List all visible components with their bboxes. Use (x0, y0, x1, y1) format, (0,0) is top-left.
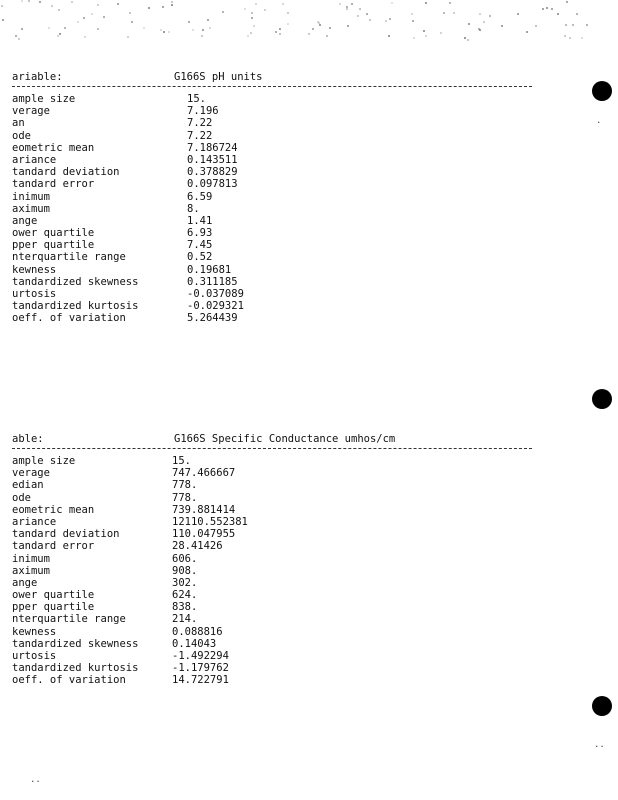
scan-speck (255, 3, 257, 5)
stat-value: 12110.552381 (172, 515, 248, 528)
scan-speck (222, 11, 224, 13)
stat-row (12, 504, 536, 516)
scan-speck (168, 31, 170, 33)
scan-speck (357, 15, 359, 17)
stat-row (12, 227, 536, 239)
stat-value: 7.22 (187, 129, 213, 142)
scan-speck (244, 8, 246, 10)
scan-speck (287, 23, 289, 25)
scan-speck (275, 31, 277, 33)
stat-label: ode (12, 491, 31, 504)
stat-row (12, 312, 536, 324)
scan-speck (91, 13, 93, 15)
scan-speck (483, 21, 485, 23)
stat-row (12, 553, 536, 565)
scan-speck (581, 37, 583, 39)
stat-row (12, 650, 536, 662)
stat-row (12, 492, 536, 504)
stat-row (12, 662, 536, 674)
scan-speck (57, 35, 59, 37)
stat-row (12, 251, 536, 263)
scan-speck (71, 1, 73, 3)
scan-speck (209, 27, 211, 29)
scan-speck (413, 37, 415, 39)
stat-value: 302. (172, 576, 198, 589)
scan-speck (28, 0, 30, 2)
stat-row (12, 638, 536, 650)
scan-speck (282, 3, 284, 5)
stat-label: nterquartile range (12, 613, 126, 626)
variable-label: ariable: (12, 71, 63, 83)
binder-hole-bottom (592, 696, 612, 716)
scan-speck (326, 35, 328, 37)
scan-speck (359, 8, 361, 10)
scan-speck (103, 16, 105, 18)
scan-speck (83, 17, 85, 19)
scan-speck (391, 2, 393, 4)
scan-speck (443, 12, 445, 14)
stats-block-ph (12, 70, 536, 325)
scan-speck (569, 37, 571, 39)
stat-value: 908. (172, 564, 198, 577)
scan-speck (202, 29, 204, 31)
stat-label: tandard error (12, 540, 95, 553)
scan-speck (163, 31, 165, 33)
scan-speck (453, 12, 455, 14)
stat-value: -0.029321 (187, 300, 244, 313)
stat-value: 15. (172, 455, 191, 467)
stat-value: 8. (187, 202, 200, 215)
stat-label: kewness (12, 625, 57, 638)
scan-speck (131, 21, 133, 23)
stat-value: 1.41 (187, 214, 213, 227)
scan-speck (564, 35, 566, 37)
scan-speck (412, 20, 414, 22)
stat-label: aximum (12, 564, 50, 577)
stat-label: nterquartile range (12, 251, 126, 264)
stat-value: 0.088816 (172, 625, 223, 638)
stat-row (12, 215, 536, 227)
scan-speck (51, 5, 53, 7)
scan-speck (347, 25, 349, 27)
scan-speck (39, 1, 41, 3)
stat-value: 739.881414 (172, 503, 236, 516)
scan-speck (369, 19, 371, 21)
stat-label: ower quartile (12, 589, 95, 602)
stat-row (12, 577, 536, 589)
scan-speck (171, 1, 173, 3)
stat-value: 624. (172, 589, 198, 602)
stat-label: pper quartile (12, 601, 95, 614)
stat-label: inimum (12, 190, 50, 203)
stat-row (12, 142, 536, 154)
stat-label: tandardized kurtosis (12, 300, 139, 313)
scan-speck (425, 2, 427, 4)
stat-value: 838. (172, 601, 198, 614)
scan-speck (21, 0, 23, 2)
stat-value: 0.19681 (187, 263, 232, 276)
scan-speck (440, 32, 442, 34)
stat-row (12, 467, 536, 479)
stat-value: 0.097813 (187, 178, 238, 191)
stat-row (12, 601, 536, 613)
stat-label: aximum (12, 202, 50, 215)
scan-speck (526, 31, 528, 33)
scan-speck (388, 35, 390, 37)
scan-speck (468, 23, 470, 25)
stat-value: 214. (172, 613, 198, 626)
stat-label: verage (12, 105, 50, 118)
scan-speck (425, 35, 427, 37)
scan-noise (0, 0, 618, 45)
scan-speck (576, 13, 578, 15)
dashed-divider (12, 448, 532, 449)
stat-label: tandard error (12, 178, 95, 191)
scan-speck (251, 12, 253, 14)
scan-speck (572, 24, 574, 26)
stat-row (12, 154, 536, 166)
stat-value: 778. (172, 479, 198, 492)
scan-speck (247, 35, 249, 37)
scan-speck (551, 8, 553, 10)
stat-value: 28.41426 (172, 540, 223, 553)
scan-speck (389, 18, 391, 20)
scan-speck (339, 3, 341, 5)
scan-artifact-mark: .. (30, 775, 41, 785)
variable-label: able: (12, 433, 44, 445)
scan-speck (411, 13, 413, 15)
scan-speck (264, 9, 266, 11)
scan-speck (366, 13, 368, 15)
scan-speck (517, 13, 519, 15)
scan-speck (251, 17, 253, 19)
stat-label: inimum (12, 552, 50, 565)
binder-hole-top (592, 81, 612, 101)
scan-speck (385, 20, 387, 22)
stat-label: tandard deviation (12, 528, 120, 541)
stat-row (12, 674, 536, 686)
variable-header (12, 70, 536, 84)
scan-speck (546, 7, 548, 9)
stat-value: 0.378829 (187, 166, 238, 179)
stat-label: ode (12, 129, 31, 142)
stat-label: edian (12, 479, 44, 492)
scan-speck (279, 33, 281, 35)
scan-speck (48, 27, 50, 29)
scan-speck (317, 21, 319, 23)
stat-row (12, 516, 536, 528)
scan-speck (160, 29, 162, 31)
scan-speck (287, 12, 289, 14)
scan-speck (59, 33, 61, 35)
variable-value: G166S Specific Conductance umhos/cm (174, 433, 396, 445)
stat-value: 6.59 (187, 190, 213, 203)
stat-row (12, 93, 536, 105)
stat-row (12, 239, 536, 251)
stat-row (12, 589, 536, 601)
stat-value: -1.179762 (172, 662, 229, 675)
scan-speck (21, 28, 23, 30)
stat-row (12, 565, 536, 577)
scan-speck (464, 37, 466, 39)
stat-label: oeff. of variation (12, 312, 126, 325)
stat-row (12, 166, 536, 178)
scan-speck (58, 9, 60, 11)
stat-value: 7.22 (187, 117, 213, 130)
stat-label: eometric mean (12, 141, 95, 154)
scan-speck (557, 13, 559, 15)
dashed-divider (12, 86, 532, 87)
scan-speck (192, 29, 194, 31)
stat-value: -1.492294 (172, 650, 229, 662)
stat-value: 15. (187, 93, 206, 105)
stat-row (12, 528, 536, 540)
stat-value: 14.722791 (172, 674, 229, 687)
scan-speck (279, 28, 281, 30)
variable-value: G166S pH units (174, 71, 263, 83)
stat-value: 747.466667 (172, 467, 236, 480)
scan-speck (129, 12, 131, 14)
stat-label: ange (12, 214, 38, 227)
stat-label: ower quartile (12, 227, 95, 240)
stats-block-specific-conductance (12, 432, 536, 687)
scan-speck (97, 4, 99, 6)
stat-row (12, 130, 536, 142)
scan-speck (253, 25, 255, 27)
scan-speck (97, 28, 99, 30)
stat-row (12, 613, 536, 625)
stat-value: 110.047955 (172, 528, 236, 541)
scan-speck (312, 28, 314, 30)
stat-row (12, 105, 536, 117)
stat-label: tandard deviation (12, 166, 120, 179)
stat-label: an (12, 117, 25, 130)
stat-value: 0.311185 (187, 275, 238, 288)
stat-label: verage (12, 467, 50, 480)
scan-speck (188, 21, 190, 23)
scan-speck (2, 19, 4, 21)
stat-label: tandardized skewness (12, 637, 139, 650)
scan-speck (501, 25, 503, 27)
stat-row (12, 626, 536, 638)
scan-speck (565, 24, 567, 26)
scan-speck (542, 8, 544, 10)
stat-label: ample size (12, 93, 76, 105)
scan-speck (201, 35, 203, 37)
scan-speck (319, 24, 321, 26)
stat-label: tandardized kurtosis (12, 662, 139, 675)
stat-value: 7.196 (187, 105, 219, 118)
scan-speck (15, 35, 17, 37)
stat-row (12, 178, 536, 190)
scan-speck (586, 24, 588, 26)
scan-speck (64, 27, 66, 29)
scan-speck (250, 32, 252, 34)
stat-row (12, 300, 536, 312)
scan-speck (148, 7, 150, 9)
scan-speck (127, 36, 129, 38)
stat-label: pper quartile (12, 239, 95, 252)
stat-row (12, 479, 536, 491)
stat-value: 0.14043 (172, 637, 217, 650)
scan-speck (351, 3, 353, 5)
stat-label: urtosis (12, 288, 57, 300)
variable-header (12, 432, 536, 446)
stat-row (12, 117, 536, 129)
scan-speck (467, 39, 469, 41)
stats-table (12, 93, 536, 325)
stat-value: 6.93 (187, 227, 213, 240)
scan-artifact-mark: .. (594, 740, 605, 750)
scan-speck (207, 19, 209, 21)
scan-speck (77, 21, 79, 23)
stat-value: 606. (172, 552, 198, 565)
stat-label: ariance (12, 153, 57, 166)
stat-row (12, 540, 536, 552)
binder-hole-middle (592, 389, 612, 409)
stat-label: tandardized skewness (12, 275, 139, 288)
scan-speck (171, 4, 173, 6)
stat-value: 7.186724 (187, 141, 238, 154)
scan-speck (117, 3, 119, 5)
stat-row (12, 455, 536, 467)
stat-value: 778. (172, 491, 198, 504)
stat-label: eometric mean (12, 503, 95, 516)
scan-speck (1, 5, 3, 7)
stat-label: ariance (12, 515, 57, 528)
stat-value: 5.264439 (187, 312, 238, 325)
stat-row (12, 288, 536, 300)
scan-speck (479, 13, 481, 15)
stat-label: kewness (12, 263, 57, 276)
stat-value: 7.45 (187, 239, 213, 252)
scan-speck (535, 25, 537, 27)
stat-value: 0.143511 (187, 153, 238, 166)
stat-value: -0.037089 (187, 288, 244, 300)
stat-label: ange (12, 576, 38, 589)
scan-speck (308, 33, 310, 35)
scan-speck (162, 6, 164, 8)
scan-speck (566, 1, 568, 3)
stat-label: urtosis (12, 650, 57, 662)
scan-artifact-mark: . (596, 116, 602, 126)
stat-row (12, 191, 536, 203)
stats-table (12, 455, 536, 687)
scan-speck (449, 2, 451, 4)
scan-speck (346, 8, 348, 10)
scan-speck (18, 38, 20, 40)
scan-speck (489, 15, 491, 17)
stat-row (12, 264, 536, 276)
stat-value: 0.52 (187, 251, 213, 264)
scan-speck (423, 30, 425, 32)
scan-speck (478, 28, 480, 30)
scan-speck (84, 36, 86, 38)
scan-speck (329, 27, 331, 29)
stat-row (12, 203, 536, 215)
stat-label: oeff. of variation (12, 674, 126, 687)
stat-row (12, 276, 536, 288)
stat-label: ample size (12, 455, 76, 467)
scan-speck (143, 27, 145, 29)
